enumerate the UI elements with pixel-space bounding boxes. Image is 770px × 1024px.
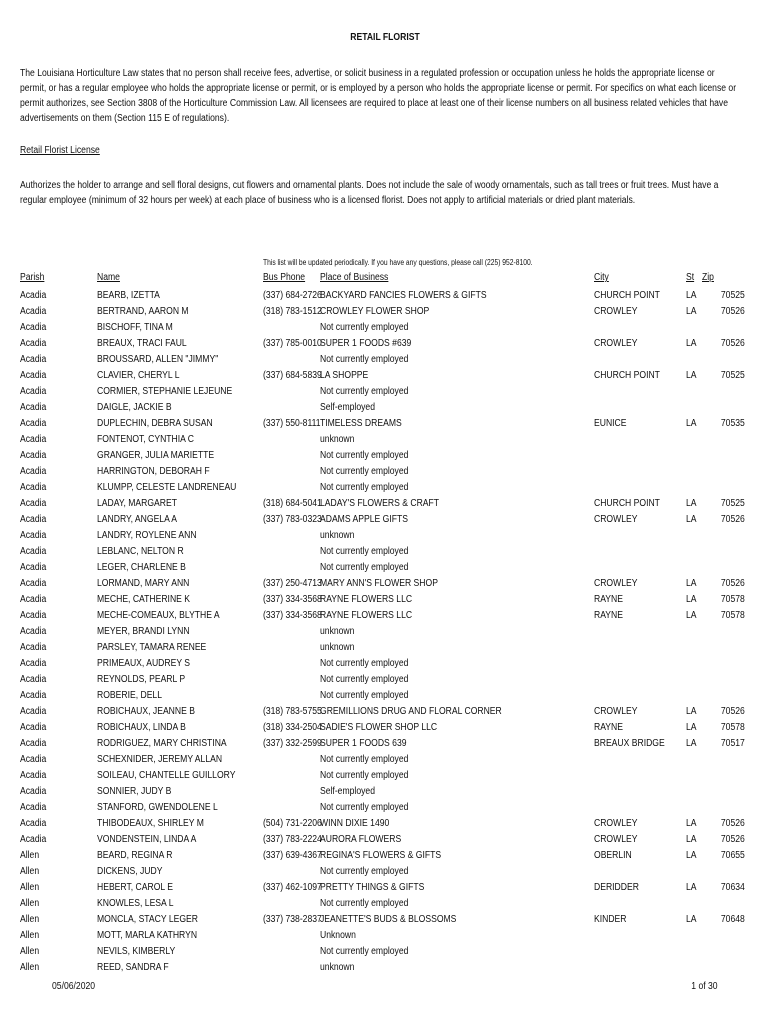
table-row [0,896,770,912]
zip-cell: 70655 [721,850,745,861]
place-cell: GREMILLIONS DRUG AND FLORAL CORNER [320,706,502,717]
state-cell: LA [686,306,697,317]
place-cell: Not currently employed [320,450,409,461]
page-number: 1 of 30 [691,981,718,992]
parish-cell: Acadia [20,754,47,765]
state-cell: LA [686,578,697,589]
name-cell: PARSLEY, TAMARA RENEE [97,642,207,653]
table-row [0,688,770,704]
place-cell: unknown [320,626,355,637]
state-cell: LA [686,290,697,301]
zip-cell: 70526 [721,578,745,589]
parish-cell: Acadia [20,482,47,493]
parish-cell: Acadia [20,626,47,637]
table-row [0,624,770,640]
name-cell: KNOWLES, LESA L [97,898,174,909]
parish-cell: Allen [20,866,40,877]
name-cell: VONDENSTEIN, LINDA A [97,834,197,845]
city-cell: CROWLEY [594,706,638,717]
parish-cell: Acadia [20,610,47,621]
table-row [0,352,770,368]
city-cell: RAYNE [594,610,623,621]
place-cell: Self-employed [320,786,375,797]
table-row [0,704,770,720]
parish-cell: Acadia [20,578,47,589]
city-cell: CHURCH POINT [594,498,660,509]
city-cell: CROWLEY [594,578,638,589]
table-row [0,912,770,928]
place-cell: RAYNE FLOWERS LLC [320,594,413,605]
name-cell: CORMIER, STEPHANIE LEJEUNE [97,386,233,397]
name-cell: BEARB, IZETTA [97,290,160,301]
place-cell: unknown [320,962,355,973]
name-cell: RODRIGUEZ, MARY CHRISTINA [97,738,227,749]
table-row [0,528,770,544]
phone-cell: (337) 332-2599 [263,738,322,749]
parish-cell: Acadia [20,466,47,477]
parish-cell: Allen [20,850,40,861]
zip-cell: 70525 [721,370,745,381]
parish-cell: Acadia [20,450,47,461]
place-cell: Self-employed [320,402,375,413]
state-cell: LA [686,722,697,733]
place-cell: Not currently employed [320,466,409,477]
place-cell: Not currently employed [320,946,409,957]
parish-cell: Acadia [20,546,47,557]
phone-cell: (337) 250-4713 [263,578,322,589]
name-cell: HEBERT, CAROL E [97,882,173,893]
place-cell: SADIE'S FLOWER SHOP LLC [320,722,438,733]
name-cell: MECHE, CATHERINE K [97,594,191,605]
place-cell: SUPER 1 FOODS #639 [320,338,412,349]
phone-cell: (318) 783-1512 [263,306,322,317]
parish-cell: Acadia [20,674,47,685]
parish-cell: Acadia [20,642,47,653]
table-row [0,448,770,464]
parish-cell: Acadia [20,770,47,781]
name-cell: DUPLECHIN, DEBRA SUSAN [97,418,213,429]
name-cell: BISCHOFF, TINA M [97,322,173,333]
license-description: Authorizes the holder to arrange and sell floral designs, cut flowers and ornamental plants. Does not include the sale of woody ornamentals, such as tall trees or fruit trees. Must have a regular employee (minimum of 32 hours per week) at each place of business who is a licensed florist. Does not apply to artificial materials or dried plant materials. [20,180,719,206]
city-cell: CHURCH POINT [594,370,660,381]
zip-cell: 70526 [721,514,745,525]
state-cell: LA [686,498,697,509]
table-row [0,400,770,416]
state-cell: LA [686,610,697,621]
place-cell: Not currently employed [320,802,409,813]
state-cell: LA [686,594,697,605]
name-cell: KLUMPP, CELESTE LANDRENEAU [97,482,237,493]
parish-cell: Acadia [20,818,47,829]
phone-cell: (337) 684-5839 [263,370,322,381]
parish-cell: Acadia [20,562,47,573]
place-cell: RAYNE FLOWERS LLC [320,610,413,621]
table-row [0,784,770,800]
name-cell: LANDRY, ROYLENE ANN [97,530,197,541]
licensee-table [0,288,770,976]
city-cell: RAYNE [594,722,623,733]
table-row [0,368,770,384]
table-row [0,336,770,352]
phone-cell: (337) 639-4367 [263,850,322,861]
header-st: St [686,272,695,283]
name-cell: FONTENOT, CYNTHIA C [97,434,195,445]
zip-cell: 70526 [721,834,745,845]
city-cell: CROWLEY [594,514,638,525]
name-cell: SOILEAU, CHANTELLE GUILLORY [97,770,236,781]
name-cell: MEYER, BRANDI LYNN [97,626,190,637]
place-cell: Not currently employed [320,690,409,701]
place-cell: Not currently employed [320,562,409,573]
table-row [0,640,770,656]
table-row [0,864,770,880]
header-name: Name [97,272,120,283]
parish-cell: Acadia [20,722,47,733]
city-cell: OBERLIN [594,850,632,861]
parish-cell: Allen [20,914,40,925]
update-note: This list will be updated periodically. If you have any questions, please call (225) 952-8100. [263,258,533,267]
table-row [0,288,770,304]
table-row [0,496,770,512]
place-cell: Not currently employed [320,754,409,765]
city-cell: CROWLEY [594,834,638,845]
table-row [0,736,770,752]
parish-cell: Acadia [20,498,47,509]
parish-cell: Acadia [20,386,47,397]
table-row [0,480,770,496]
parish-cell: Acadia [20,834,47,845]
zip-cell: 70535 [721,418,745,429]
table-row [0,944,770,960]
table-row [0,848,770,864]
place-cell: Not currently employed [320,674,409,685]
state-cell: LA [686,514,697,525]
name-cell: MECHE-COMEAUX, BLYTHE A [97,610,220,621]
parish-cell: Acadia [20,418,47,429]
parish-cell: Acadia [20,706,47,717]
zip-cell: 70634 [721,882,745,893]
zip-cell: 70578 [721,594,745,605]
place-cell: Not currently employed [320,386,409,397]
page-title: RETAIL FLORIST [350,32,420,43]
phone-cell: (337) 783-2224 [263,834,322,845]
name-cell: ROBICHAUX, JEANNE B [97,706,195,717]
parish-cell: Acadia [20,514,47,525]
place-cell: PRETTY THINGS & GIFTS [320,882,425,893]
place-cell: Not currently employed [320,770,409,781]
footer-date: 05/06/2020 [52,981,96,992]
phone-cell: (337) 785-0010 [263,338,322,349]
parish-cell: Allen [20,946,40,957]
parish-cell: Allen [20,930,40,941]
city-cell: CROWLEY [594,306,638,317]
state-cell: LA [686,706,697,717]
parish-cell: Acadia [20,690,47,701]
place-cell: AURORA FLOWERS [320,834,402,845]
name-cell: ROBICHAUX, LINDA B [97,722,186,733]
name-cell: REED, SANDRA F [97,962,169,973]
header-phone: Bus Phone [263,272,306,283]
place-cell: unknown [320,530,355,541]
table-row [0,880,770,896]
table-row [0,800,770,816]
place-cell: Not currently employed [320,354,409,365]
state-cell: LA [686,338,697,349]
phone-cell: (337) 738-2837 [263,914,322,925]
city-cell: DERIDDER [594,882,639,893]
name-cell: MONCLA, STACY LEGER [97,914,198,925]
parish-cell: Acadia [20,306,47,317]
header-parish: Parish [20,272,45,283]
name-cell: BEARD, REGINA R [97,850,173,861]
zip-cell: 70526 [721,306,745,317]
table-row [0,432,770,448]
parish-cell: Acadia [20,338,47,349]
place-cell: unknown [320,642,355,653]
zip-cell: 70517 [721,738,745,749]
intro-paragraph: The Louisiana Horticulture Law states that no person shall receive fees, advertise, or solicit business in a regulated profession or occupation unless he holds the appropriate license or permit, or has a regular employee who holds the appropriate license or permit, or is employed by a person who holds the appropriate license or permit. For specifics on what each license or permit authorizes, see Section 3808 of the Horticulture Commission Law. All licensees are required to place at least one of their license numbers on all business related vehicles that have advertisements on them (Section 115 E of regulations). [20,68,737,124]
zip-cell: 70525 [721,498,745,509]
name-cell: LANDRY, ANGELA A [97,514,178,525]
table-row [0,576,770,592]
parish-cell: Acadia [20,322,47,333]
state-cell: LA [686,850,697,861]
city-cell: BREAUX BRIDGE [594,738,665,749]
state-cell: LA [686,914,697,925]
phone-cell: (318) 684-5041 [263,498,322,509]
place-cell: ADAMS APPLE GIFTS [320,514,408,525]
zip-cell: 70526 [721,338,745,349]
phone-cell: (337) 684-2726 [263,290,322,301]
name-cell: SCHEXNIDER, JEREMY ALLAN [97,754,223,765]
name-cell: LORMAND, MARY ANN [97,578,190,589]
parish-cell: Acadia [20,354,47,365]
table-row [0,464,770,480]
table-row [0,960,770,976]
name-cell: HARRINGTON, DEBORAH F [97,466,210,477]
place-cell: WINN DIXIE 1490 [320,818,390,829]
parish-cell: Acadia [20,658,47,669]
parish-cell: Acadia [20,738,47,749]
name-cell: CLAVIER, CHERYL L [97,370,180,381]
name-cell: STANFORD, GWENDOLENE L [97,802,218,813]
name-cell: DAIGLE, JACKIE B [97,402,172,413]
name-cell: PRIMEAUX, AUDREY S [97,658,191,669]
phone-cell: (337) 334-3568 [263,610,322,621]
phone-cell: (504) 731-2206 [263,818,322,829]
name-cell: LEGER, CHARLENE B [97,562,186,573]
place-cell: Not currently employed [320,546,409,557]
state-cell: LA [686,418,697,429]
table-row [0,560,770,576]
name-cell: BERTRAND, AARON M [97,306,189,317]
city-cell: RAYNE [594,594,623,605]
phone-cell: (337) 783-0323 [263,514,322,525]
table-row [0,608,770,624]
table-row [0,320,770,336]
table-row [0,544,770,560]
place-cell: Not currently employed [320,482,409,493]
parish-cell: Acadia [20,530,47,541]
phone-cell: (318) 783-5755 [263,706,322,717]
parish-cell: Acadia [20,786,47,797]
table-row [0,816,770,832]
header-city: City [594,272,609,283]
parish-cell: Allen [20,962,40,973]
name-cell: BREAUX, TRACI FAUL [97,338,187,349]
header-place: Place of Business [320,272,389,283]
parish-cell: Allen [20,898,40,909]
state-cell: LA [686,370,697,381]
place-cell: LADAY'S FLOWERS & CRAFT [320,498,440,509]
phone-cell: (337) 334-3568 [263,594,322,605]
state-cell: LA [686,834,697,845]
place-cell: JEANETTE'S BUDS & BLOSSOMS [320,914,457,925]
state-cell: LA [686,882,697,893]
parish-cell: Allen [20,882,40,893]
table-row [0,672,770,688]
city-cell: KINDER [594,914,627,925]
place-cell: SUPER 1 FOODS 639 [320,738,407,749]
name-cell: BROUSSARD, ALLEN "JIMMY" [97,354,219,365]
place-cell: Not currently employed [320,898,409,909]
table-row [0,832,770,848]
phone-cell: (337) 462-1097 [263,882,322,893]
place-cell: BACKYARD FANCIES FLOWERS & GIFTS [320,290,487,301]
place-cell: REGINA'S FLOWERS & GIFTS [320,850,442,861]
name-cell: REYNOLDS, PEARL P [97,674,186,685]
table-row [0,304,770,320]
parish-cell: Acadia [20,434,47,445]
zip-cell: 70578 [721,610,745,621]
table-row [0,752,770,768]
name-cell: ROBERIE, DELL [97,690,163,701]
state-cell: LA [686,818,697,829]
place-cell: unknown [320,434,355,445]
table-row [0,416,770,432]
parish-cell: Acadia [20,290,47,301]
name-cell: THIBODEAUX, SHIRLEY M [97,818,204,829]
parish-cell: Acadia [20,802,47,813]
parish-cell: Acadia [20,370,47,381]
parish-cell: Acadia [20,594,47,605]
place-cell: Not currently employed [320,658,409,669]
license-heading: Retail Florist License [20,145,100,156]
name-cell: GRANGER, JULIA MARIETTE [97,450,215,461]
phone-cell: (337) 550-8111 [263,418,321,429]
city-cell: EUNICE [594,418,627,429]
table-row [0,656,770,672]
name-cell: NEVILS, KIMBERLY [97,946,176,957]
city-cell: CROWLEY [594,818,638,829]
city-cell: CHURCH POINT [594,290,660,301]
name-cell: DICKENS, JUDY [97,866,163,877]
table-row [0,768,770,784]
table-row [0,592,770,608]
table-row [0,720,770,736]
zip-cell: 70648 [721,914,745,925]
place-cell: Not currently employed [320,322,409,333]
zip-cell: 70526 [721,706,745,717]
name-cell: MOTT, MARLA KATHRYN [97,930,198,941]
zip-cell: 70526 [721,818,745,829]
phone-cell: (318) 334-2504 [263,722,322,733]
state-cell: LA [686,738,697,749]
place-cell: Not currently employed [320,866,409,877]
header-zip: Zip [702,272,714,283]
zip-cell: 70525 [721,290,745,301]
place-cell: TIMELESS DREAMS [320,418,402,429]
parish-cell: Acadia [20,402,47,413]
name-cell: LADAY, MARGARET [97,498,177,509]
name-cell: LEBLANC, NELTON R [97,546,184,557]
city-cell: CROWLEY [594,338,638,349]
place-cell: MARY ANN'S FLOWER SHOP [320,578,438,589]
table-row [0,928,770,944]
table-row [0,512,770,528]
name-cell: SONNIER, JUDY B [97,786,172,797]
zip-cell: 70578 [721,722,745,733]
place-cell: CROWLEY FLOWER SHOP [320,306,430,317]
place-cell: Unknown [320,930,356,941]
place-cell: LA SHOPPE [320,370,369,381]
table-row [0,384,770,400]
